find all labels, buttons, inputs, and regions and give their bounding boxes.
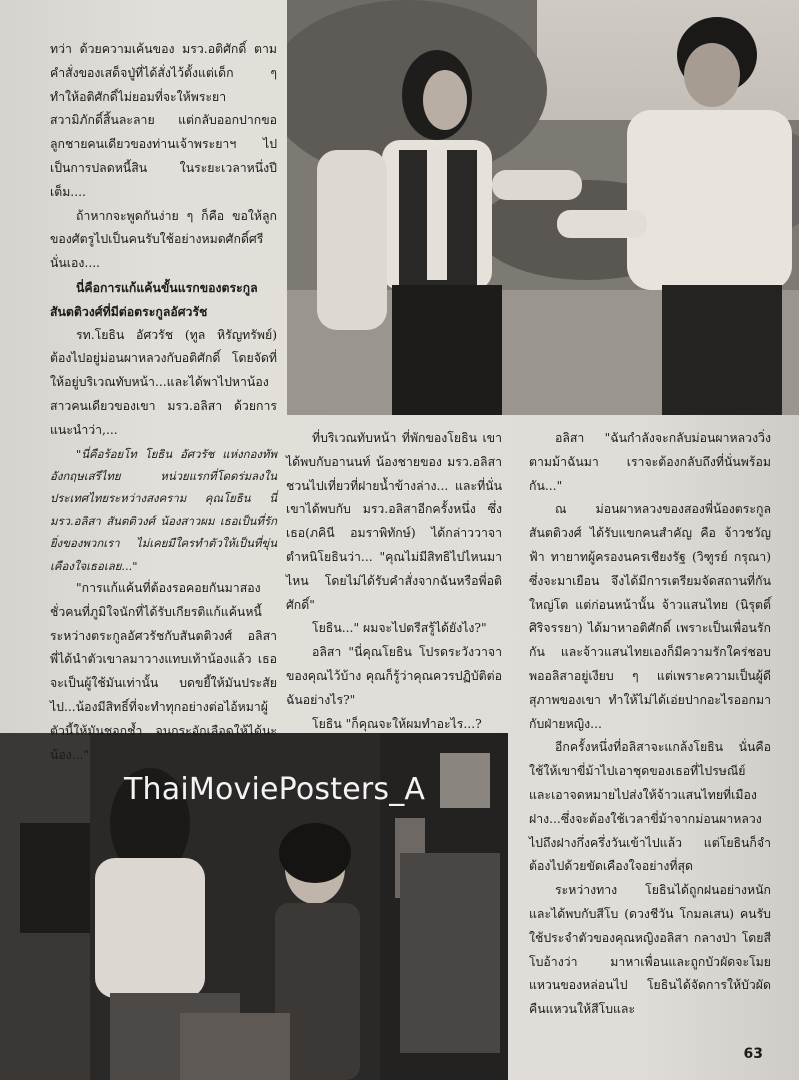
paragraph: โยธิน "ก็คุณจะให้ผมทำอะไร...? [312,716,482,731]
paragraph: ทว่า ด้วยความเค้นของ มรว.อติศักดิ์ ตามคำสั่งของเสด็จปู่ที่ได้สั่งไว้ตั้งแต่เด็ก ๆ ทำให้อติศักดิ์ไม่ยอมที่จะให้พระยาสวามิภักดิ์สิ้นละลาย แต่กลับออกปากขอลูกชายคนเดียวของท่านเจ้าพระยาฯ ไปเป็นการปลดหนี้สิน ในระยะเวลาหนึ่งปีเต็ม.... [50,42,277,199]
paragraph: ระหว่างทาง โยธินได้ถูกฝนอย่างหนัก และได้พบกับสีโบ (ดวงชีวัน โกมลเสน) คนรับใช้ประจำตัวของคุณหญิงอลิสา กลางป่า โดยสีโบอ้างว่า มาหาเพื่อนและถูกบัวผัดจะโมยแหวนของหล่อนไป โยธินได้จัดการให้บัวผัดคืนแหวนให้สีโบและ [529,883,771,1017]
paragraph: อลิสา "ฉันกำลังจะกลับม่อนผาหลวงวิ่งตามม้าฉันมา เราจะต้องกลับถึงที่นั่นพร้อมกัน..." [529,431,771,493]
top-photo [287,0,799,415]
column-right [529,427,771,1022]
page-number: 63 [743,1046,763,1062]
paragraph: อีกครั้งหนึ่งที่อลิสาจะแกล้งโยธิน นั่นคือใช้ให้เขาขี่ม้าไปเอาชุดของเธอที่ไปรษณีย์ และเอาจดหมายไปส่งให้จ้าวแสนไทยที่เมืองฝาง...ซึ่งจะต้องใช้เวลาขี่ม้าจากม่อนผาหลวงไปถึงฝางกึ่งครึ่งวันเข้าไปแล้ว แต่โยธินก็จำต้องไปด้วยขัดเคืองใจอย่างที่สุด [529,740,771,874]
watermark-text: ThaiMoviePosters_A [124,772,426,807]
quote-paragraph: "นี่คือร้อยโท โยธิน อัศวรัช แห่งกองทัพอังกฤษเสรีไทย หน่วยแรกที่โดดร่มลงในประเทศไทยระหว่างสงคราม คุณโยธิน นี่ มรว.อลิสา สันตติวงศ์ น้องสาวผม เธอเป็นที่รักยิ่งของพวกเรา ไม่เคยมีใครทำตัวให้เป็นที่ขุ่นเคืองใจเธอเลย..." [50,446,277,573]
paragraph: โยธิน..." ผมจะไปตรีสรู้ได้ยังไง?" [312,621,487,636]
paragraph: "การแก้แค้นที่ต้องรอคอยกันมาสองชั่วคนที่ภูมิใจนักที่ได้รับเกียรติแก้แค้นหนี้ระหว่างตระกูลอัศวรัชกับสันตติวงศ์ อลิสา พี่ได้นำตัวเขาลมาวางแทบเท้าน้องแล้ว เธอจะเป็นผู้ใช้มันเท่านั้น บดขยี้ให้มันประสัยไป...น้องมีสิทธิ์ที่จะทำทุกอย่างต่อไอ้หมาผู้ตัวนี้ให้มันชอกช้ำ จนกระอักเลือดให้ได้นะน้อง..." [50,580,277,762]
paragraph: รท.โยธิน อัศวรัช (ทูล หิรัญทรัพย์) ต้องไปอยู่ม่อนผาหลวงกับอติศักดิ์ โดยจัดที่ให้อยู่บริเวณทับหน้า...และได้พาไปหาน้องสาวคนเดียวของเขา มรว.อลิสา ด้วยการแนะนำว่า,... [50,327,277,437]
top-photo-image [287,0,799,415]
paragraph: ที่บริเวณทับหน้า ที่พักของโยธิน เขาได้พบกับอานนท์ น้องชายของ มรว.อลิสา ชวนไปเที่ยวที่ฝายน้ำข้างล่าง... และที่นั่นเขาได้พบกับ มรว.อลิสาอีกครั้งหนึ่ง ซึ่งเธอ(ภคินี อมราพิทักษ์) ได้กล่าววาจาตำหนิโยธินว่า... "คุณไม่มีสิทธิไปไหนมาไหน โดยไม่ได้รับคำสั่งจากฉันหรือพี่อติศักดิ์" [286,431,502,612]
column-left [50,38,277,767]
paragraph: ณ ม่อนผาหลวงของสองพี่น้องตระกูลสันตติวงศ์ ได้รับแขกคนสำคัญ คือ จ้าวชวัญฟ้า ทายาทผู้ครองนครเชียงรัฐ (วิฑูรย์ กรุณา) ซึ่งจะมาเยือน จึงได้มีการเตรียมจัดสถานที่กันใหญ่โต แต่ก่อนหน้านั้น จ้าวแสนไทย (นิรุตติ์ ศิริจรรยา) ได้มาหาอติศักดิ์ เพราะเป็นเพื่อนรักกัน และจ้าวแสนไทยเองก็มีความรักใคร่ชอบพออลิสาอยู่เงียบ ๆ แต่เพราะความเป็นผู้ดี สุภาพของเขา ทำให้ไม่ได้เอ่ยปากอะไรออกมากับฝ่ายหญิง... [529,502,771,731]
paragraph: ถ้าหากจะพูดกันง่าย ๆ ก็คือ ขอให้ลูกของศัตรูไปเป็นคนรับใช้อย่างหมดศักดิ์ศรีนั่นเอง.... [50,208,277,271]
paragraph: อลิสา "นี่คุณโยธิน โปรดระวังวาจาของคุณไว้บ้าง คุณก็รู้ว่าคุณควรปฏิบัติต่อฉันอย่างไร?" [286,645,502,707]
section-heading: นี่คือการแก้แค้นขั้นแรกของตระกูลสันตติวงศ์ที่มีต่อตระกูลอัศวรัช [50,279,258,319]
column-middle [286,427,502,736]
